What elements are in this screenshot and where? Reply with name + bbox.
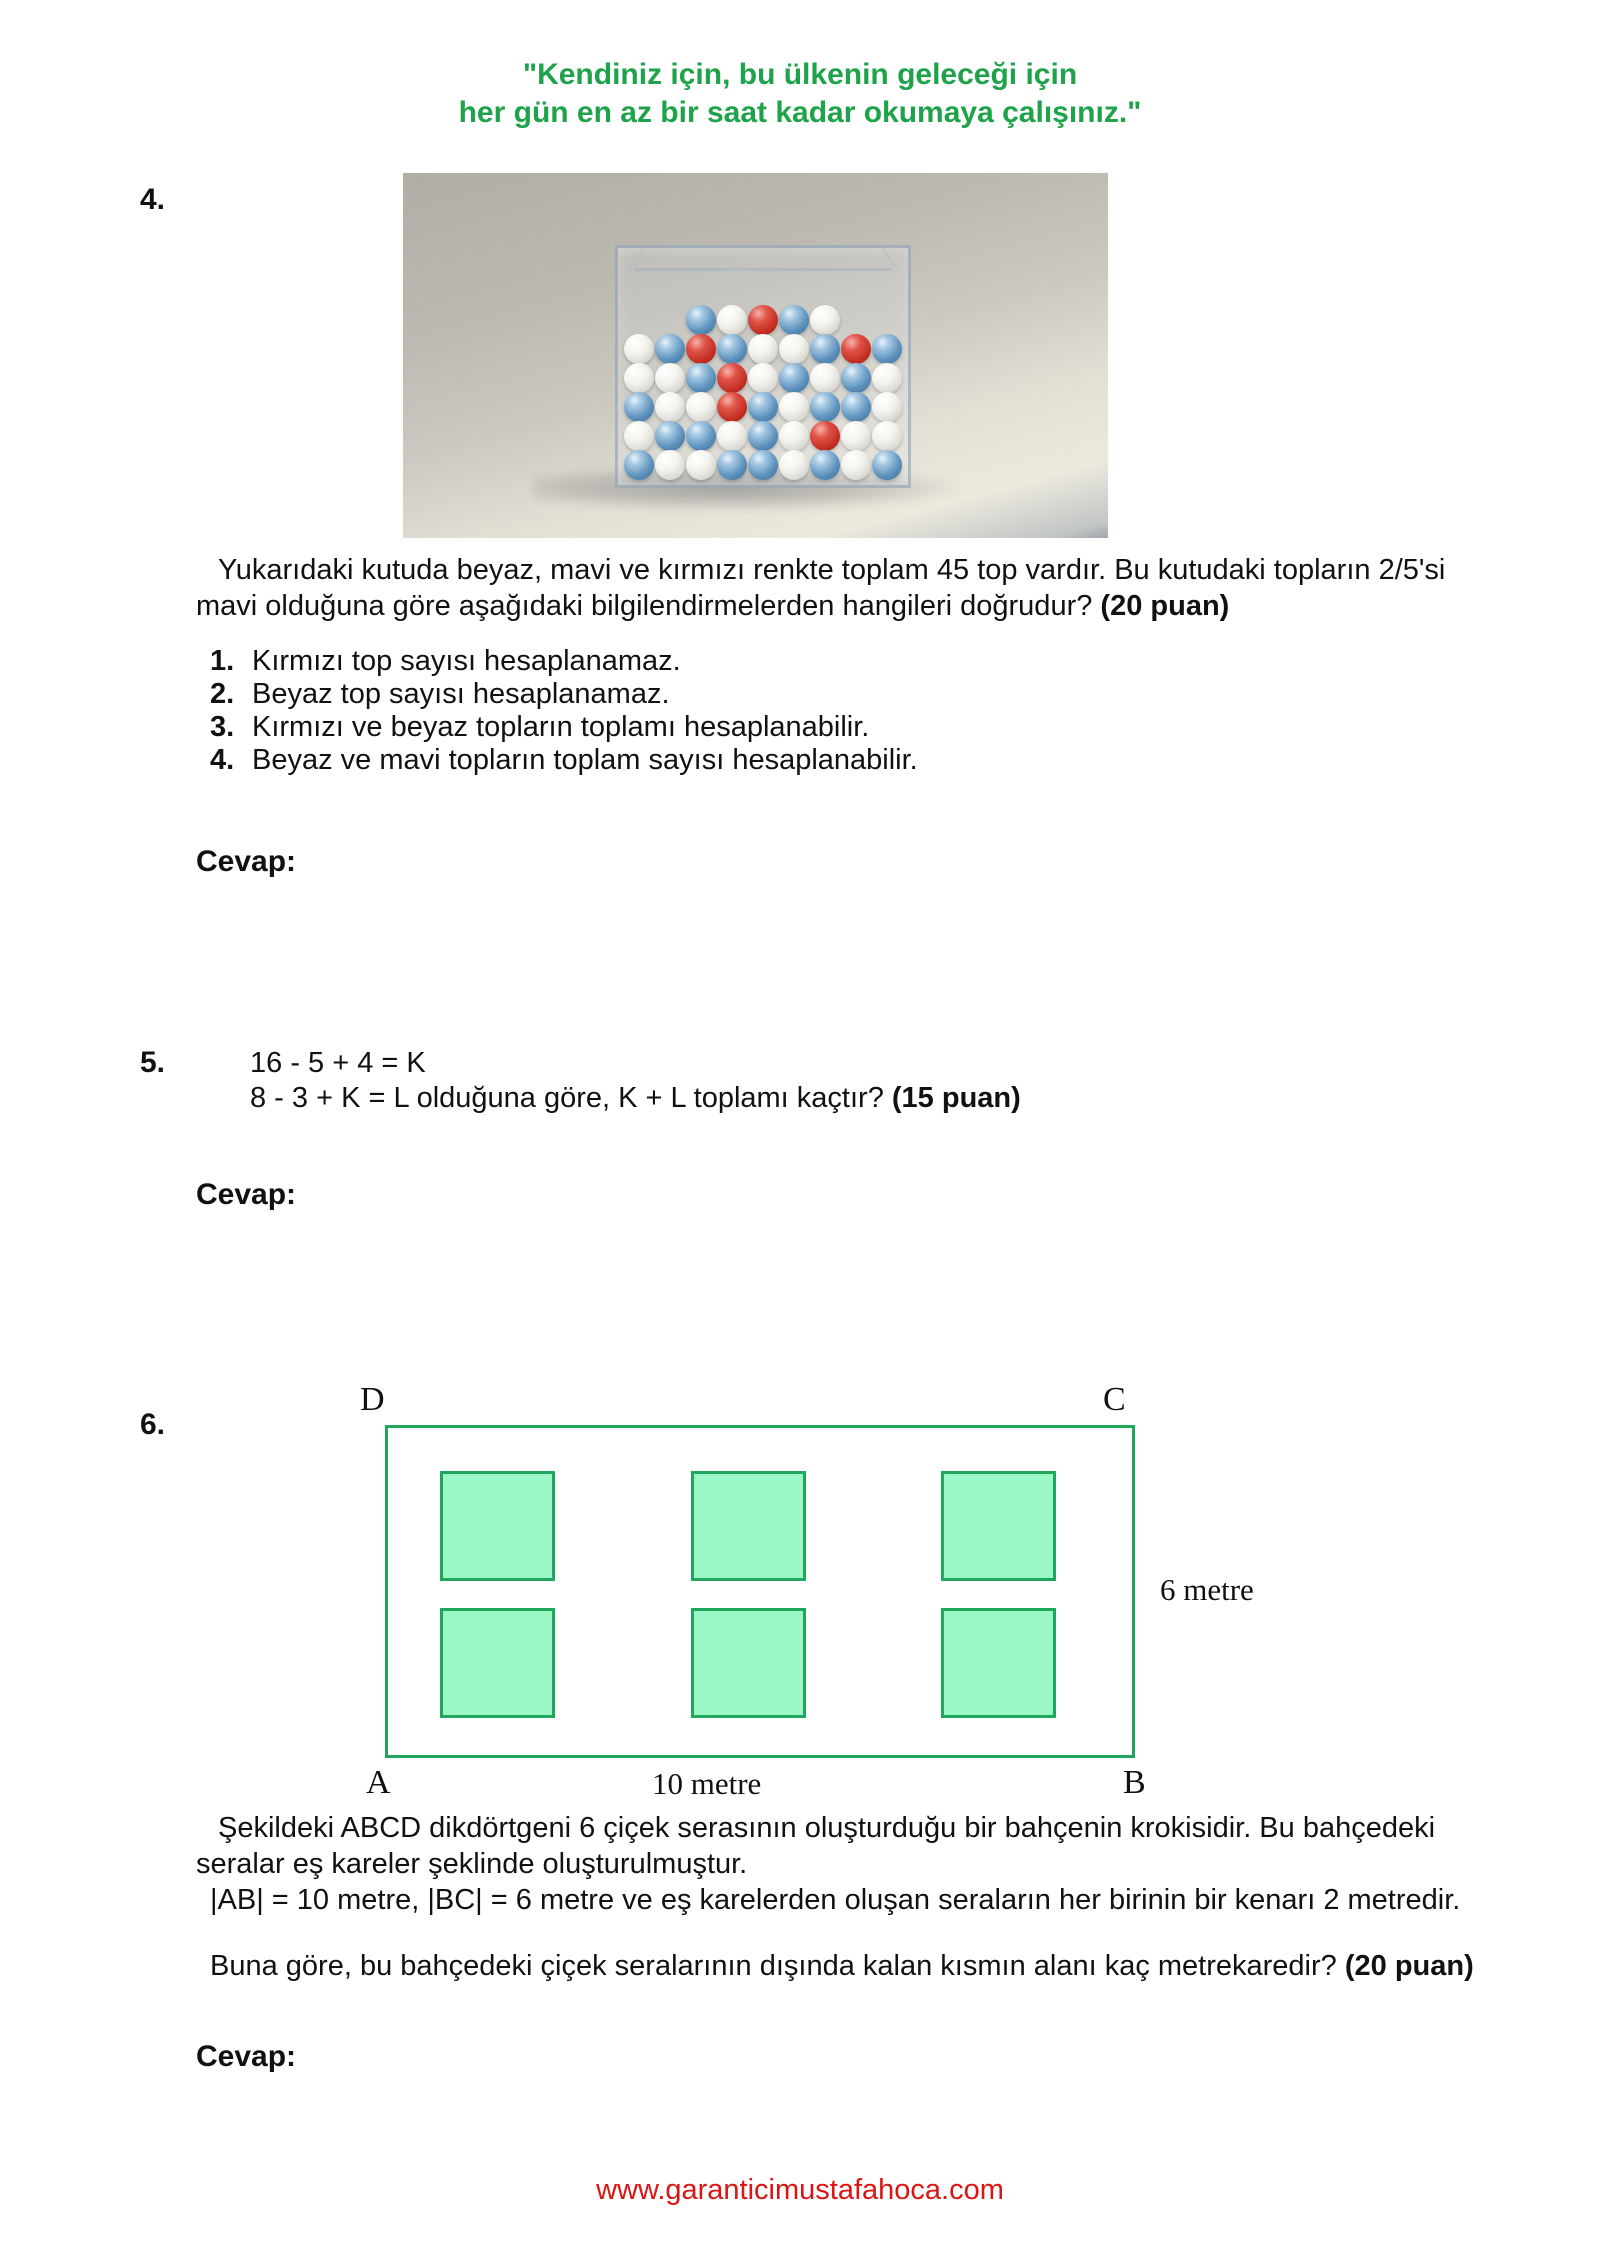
greenhouse-square-4 — [440, 1608, 555, 1718]
ball-row — [624, 450, 903, 479]
ball — [810, 363, 840, 393]
ball — [624, 334, 654, 364]
question-4-number: 4. — [140, 183, 166, 216]
answer-label-q6: Cevap: — [196, 2040, 297, 2073]
ball — [872, 421, 902, 451]
question-6-question — [210, 1948, 1474, 1984]
option-number: 3. — [210, 711, 235, 743]
option-number: 1. — [210, 645, 235, 677]
greenhouse-square-6 — [941, 1608, 1056, 1718]
question-5-line2 — [250, 1081, 1021, 1116]
ball — [686, 392, 716, 422]
question-5-line2-body: 8 - 3 + K = L olduğuna göre, K + L toplamı kaçtır? — [250, 1082, 892, 1114]
ball — [717, 305, 747, 335]
ball — [624, 392, 654, 422]
garden-rectangle — [385, 1425, 1135, 1758]
ball — [872, 363, 902, 393]
header-quote — [0, 56, 1600, 132]
question-4-text-line2 — [196, 588, 1445, 624]
ball — [717, 334, 747, 364]
greenhouse-square-3 — [941, 1471, 1056, 1581]
ball — [810, 392, 840, 422]
ball — [686, 421, 716, 451]
ball — [624, 450, 654, 480]
ball — [686, 450, 716, 480]
greenhouse-square-5 — [691, 1608, 806, 1718]
ball — [748, 392, 778, 422]
ball — [655, 363, 685, 393]
acrylic-box — [615, 245, 911, 488]
ball — [748, 450, 778, 480]
greenhouse-square-1 — [440, 1471, 555, 1581]
option-number: 4. — [210, 744, 235, 776]
ball-box-photo — [403, 173, 1108, 538]
footer-website-url: www.garanticimustafahoca.com — [596, 2174, 1004, 2206]
question-4-option-4 — [210, 744, 918, 777]
ball — [686, 305, 716, 335]
question-5-points: (15 puan) — [891, 1082, 1021, 1114]
ball — [717, 392, 747, 422]
width-dimension-label: 10 metre — [652, 1766, 762, 1801]
question-6-points: (20 puan) — [1344, 1950, 1474, 1982]
option-text: Kırmızı ve beyaz topların toplamı hesaplanabilir. — [252, 711, 870, 743]
ball — [655, 450, 685, 480]
answer-label-q4: Cevap: — [196, 845, 297, 878]
ball-row — [624, 421, 903, 450]
ball — [841, 450, 871, 480]
ball-row — [624, 334, 903, 363]
corner-label-b: B — [1123, 1764, 1146, 1801]
ball — [779, 305, 809, 335]
question-6-text-line2: seralar eş kareler şeklinde oluşturulmuştur. — [196, 1848, 748, 1880]
option-text: Beyaz ve mavi topların toplam sayısı hesaplanabilir. — [252, 744, 918, 776]
question-6-text — [196, 1810, 1460, 1918]
ball — [779, 421, 809, 451]
ball — [717, 363, 747, 393]
option-text: Kırmızı top sayısı hesaplanamaz. — [252, 645, 681, 677]
ball — [841, 363, 871, 393]
greenhouse-square-2 — [691, 1471, 806, 1581]
ball — [686, 363, 716, 393]
corner-label-a: A — [366, 1764, 391, 1801]
ball — [686, 334, 716, 364]
ball — [624, 421, 654, 451]
ball-grid — [621, 305, 905, 479]
option-text: Beyaz top sayısı hesaplanamaz. — [252, 678, 670, 710]
ball — [717, 421, 747, 451]
ball — [624, 363, 654, 393]
box-rim — [634, 268, 892, 271]
ball — [748, 421, 778, 451]
question-6-number: 6. — [140, 1408, 166, 1441]
ball — [779, 334, 809, 364]
question-4-options — [210, 645, 918, 777]
ball — [810, 305, 840, 335]
ball — [748, 363, 778, 393]
ball — [810, 421, 840, 451]
ball — [841, 334, 871, 364]
question-4-text-line2-body: mavi olduğuna göre aşağıdaki bilgilendirmelerden hangileri doğrudur? — [196, 590, 1101, 622]
ball — [779, 392, 809, 422]
ball-row — [624, 363, 903, 392]
ball — [779, 450, 809, 480]
ball — [872, 334, 902, 364]
question-4-text-line1: Yukarıdaki kutuda beyaz, mavi ve kırmızı renkte toplam 45 top vardır. Bu kutudaki topların 2/5'si — [218, 554, 1446, 586]
corner-label-c: C — [1103, 1381, 1126, 1418]
ball — [810, 334, 840, 364]
question-4-option-3 — [210, 711, 918, 744]
question-4-option-2 — [210, 678, 918, 711]
ball — [748, 334, 778, 364]
ball-row — [624, 305, 903, 334]
ball — [779, 363, 809, 393]
ball — [872, 450, 902, 480]
answer-label-q5: Cevap: — [196, 1178, 297, 1211]
question-6-text-line3: |AB| = 10 metre, |BC| = 6 metre ve eş karelerden oluşan seraların her birinin bir kenarı 2 metredir. — [210, 1884, 1461, 1916]
header-quote-line2: her gün en az bir saat kadar okumaya çalışınız." — [458, 96, 1142, 129]
ball — [748, 305, 778, 335]
ball — [872, 392, 902, 422]
question-4-option-1 — [210, 645, 918, 678]
header-quote-line1: "Kendiniz için, bu ülkenin geleceği için — [522, 58, 1078, 91]
ball — [655, 334, 685, 364]
question-5-number: 5. — [140, 1046, 166, 1079]
ball — [841, 392, 871, 422]
question-5-text — [250, 1046, 1021, 1116]
ball — [717, 450, 747, 480]
question-4-points: (20 puan) — [1100, 590, 1230, 622]
height-dimension-label: 6 metre — [1160, 1572, 1254, 1607]
question-4-text — [196, 552, 1445, 624]
ball — [655, 421, 685, 451]
question-5-line1: 16 - 5 + 4 = K — [250, 1047, 426, 1079]
corner-label-d: D — [360, 1381, 385, 1418]
ball — [841, 421, 871, 451]
option-number: 2. — [210, 678, 235, 710]
ball — [810, 450, 840, 480]
question-6-question-body: Buna göre, bu bahçedeki çiçek seralarının dışında kalan kısmın alanı kaç metrekaredir? — [210, 1950, 1345, 1982]
question-6-text-line1: Şekildeki ABCD dikdörtgeni 6 çiçek serasının oluşturduğu bir bahçenin krokisidir. Bu bahçedeki — [218, 1812, 1436, 1844]
ball-row — [624, 392, 903, 421]
ball — [655, 392, 685, 422]
